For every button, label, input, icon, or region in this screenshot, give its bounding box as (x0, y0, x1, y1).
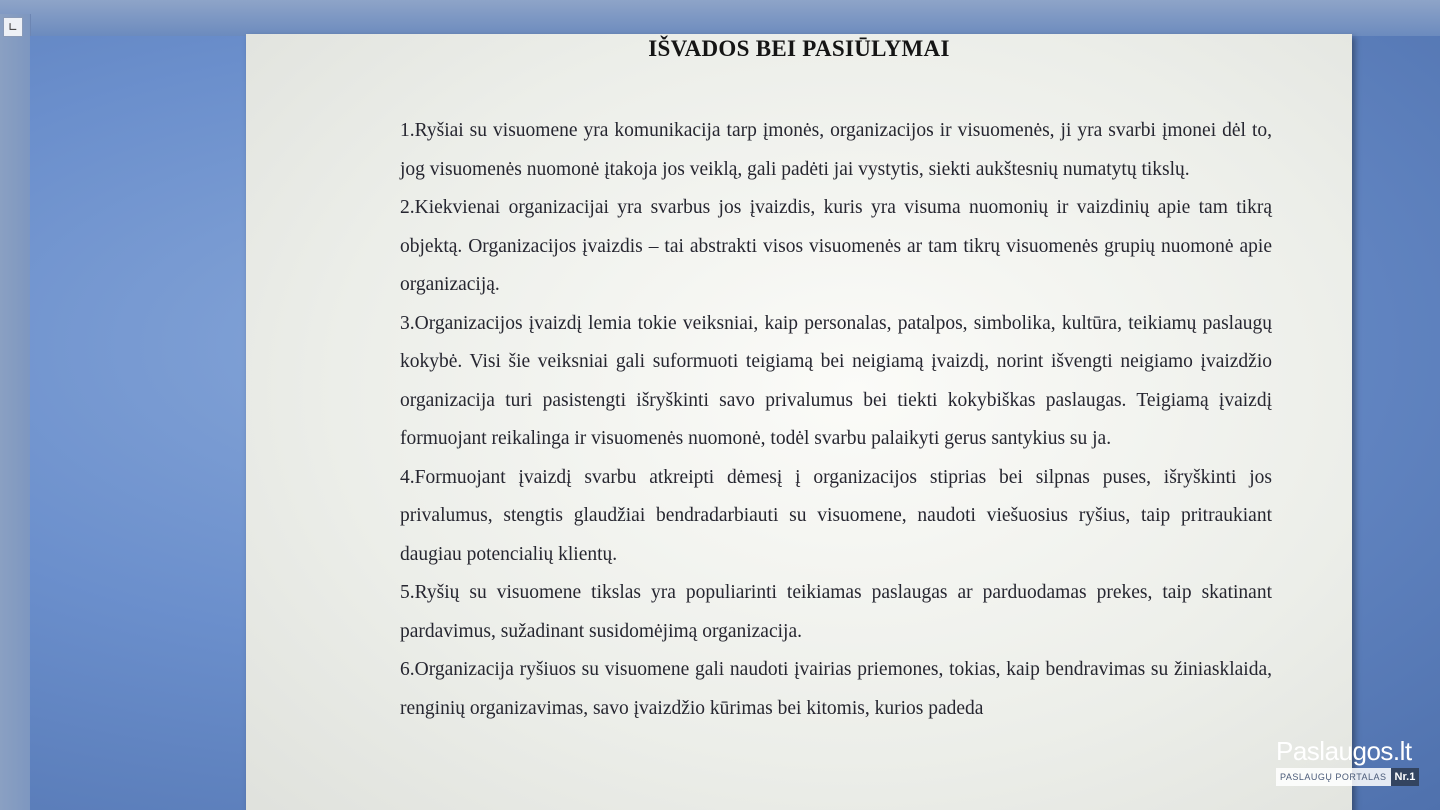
conclusions-list (400, 112, 1272, 728)
document-title: IŠVADOS BEI PASIŪLYMAI (648, 36, 950, 61)
document-page[interactable] (246, 34, 1352, 810)
watermark-bar (1276, 768, 1416, 786)
watermark-badge: Nr.1 (1391, 768, 1420, 786)
paragraph-4: 4.Formuojant įvaizdį svarbu atkreipti dėmesį į organizacijos stiprias bei silpnas puses, išryškinti jos privalumus, stengtis glaudžiai bendradarbiauti su visuomene, naudoti viešuosius ryšius, taip pritraukiant daugiau potencialių klientų. (400, 466, 1272, 565)
watermark-subtitle: PASLAUGŲ PORTALAS (1276, 768, 1391, 786)
watermark-logo: Paslaugos.lt (1276, 736, 1412, 766)
paragraph-5: 5.Ryšių su visuomene tikslas yra populiarinti teikiamas paslaugas ar parduodamas prekes, taip skatinant pardavimus, sužadinant susidomėjimą organizacija. (400, 582, 1272, 642)
paragraph-6: 6.Organizacija ryšiuos su visuomene gali naudoti įvairias priemones, tokias, kaip bendravimas su žiniasklaida, renginių organizavimas, savo įvaizdžio kūrimas bei kitomis, kurios padeda (400, 659, 1272, 719)
tab-stop-selector-icon[interactable]: ∟ (3, 17, 23, 37)
paragraph-2: 2.Kiekvienai organizacijai yra svarbus jos įvaizdis, kuris yra visuma nuomonių ir vaizdinių apie tam tikrą objektą. Organizacijos įvaizdis – tai abstrakti visos visuomenės ar tam tikrų visuomenės grupių nuomonė apie organizaciją. (400, 197, 1272, 295)
paragraph-1: 1.Ryšiai su visuomene yra komunikacija tarp įmonės, organizacijos ir visuomenės, ji yra svarbi įmonei dėl to, jog visuomenės nuomonė įtakoja jos veiklą, gali padėti jai vystytis, siekti aukštesnių numatytų tikslų. (400, 120, 1272, 180)
paragraph-3: 3.Organizacijos įvaizdį lemia tokie veiksniai, kaip personalas, patalpos, simbolika, kultūra, teikiamų paslaugų kokybė. Visi šie veiksniai gali suformuoti teigiamą bei neigiamą įvaizdį, norint išvengti neigiamo įvaizdžio organizacija turi pasistengti išryškinti savo privalumus bei tiekti kokybiškas paslaugas. Teigiamą įvaizdį formuojant reikalinga ir visuomenės nuomonė, todėl svarbu palaikyti gerus santykius su ja. (400, 312, 1272, 449)
window-top-strip (0, 0, 1440, 36)
vertical-ruler (0, 14, 31, 810)
watermark (1276, 736, 1416, 788)
